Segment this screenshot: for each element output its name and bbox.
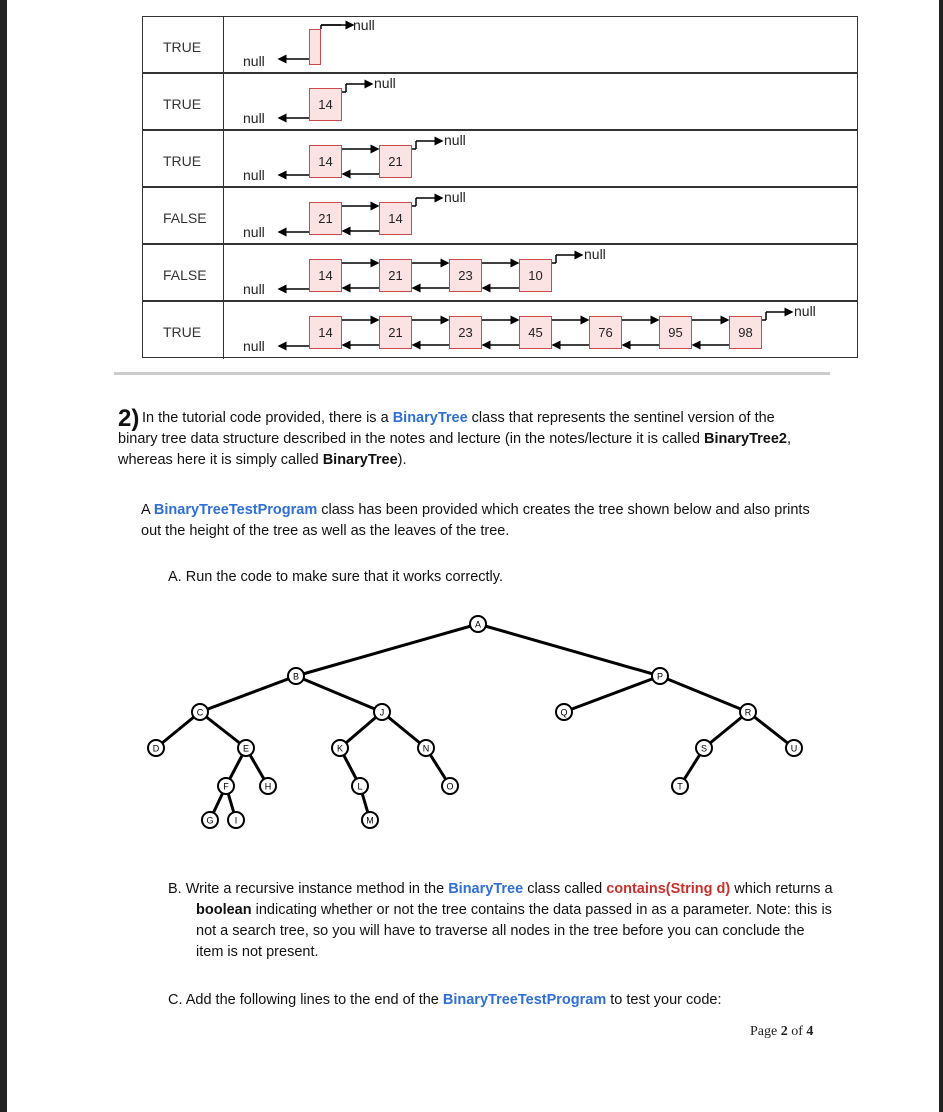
part-a: A. Run the code to make sure that it works correctly. bbox=[168, 569, 503, 585]
page-current: 2 bbox=[780, 1024, 788, 1039]
list-node: 21 bbox=[379, 259, 412, 292]
partb-text-d: indicating whether or not the tree contains the data passed in as a parameter. Note: this is not a search tree, so you will have to traverse all nodes in the tree before you can conclude the item is not present. bbox=[196, 902, 832, 960]
svg-text:J: J bbox=[379, 707, 385, 718]
list-node: 14 bbox=[379, 202, 412, 235]
svg-text:R: R bbox=[744, 707, 752, 718]
list-node: 14 bbox=[309, 88, 342, 121]
class-name-binarytree2: BinaryTree2 bbox=[703, 431, 787, 447]
result-label: FALSE bbox=[163, 210, 207, 226]
left-edge bbox=[0, 0, 7, 1112]
tree-edge bbox=[296, 676, 382, 712]
null-label-right: null bbox=[353, 17, 375, 33]
pointer-arrows bbox=[143, 74, 857, 131]
tree-node bbox=[352, 778, 368, 794]
list-node: 14 bbox=[309, 145, 342, 178]
tree-edge bbox=[660, 676, 748, 712]
null-label-left: null bbox=[243, 167, 265, 183]
null-label-right: null bbox=[444, 189, 466, 205]
svg-text:B: B bbox=[292, 671, 300, 682]
result-label: TRUE bbox=[163, 96, 202, 112]
svg-text:I: I bbox=[234, 815, 238, 826]
tree-node bbox=[470, 616, 486, 632]
list-node: 95 bbox=[659, 316, 692, 349]
list-node: 14 bbox=[309, 316, 342, 349]
intro-text-c: , whereas here it is simply called bbox=[118, 431, 792, 468]
tree-node bbox=[148, 740, 164, 756]
tree-edge bbox=[296, 624, 478, 676]
partb-text-a: B. Write a recursive instance method in the bbox=[168, 881, 449, 897]
para2-text-a: A bbox=[141, 502, 154, 518]
tree-node bbox=[218, 778, 234, 794]
svg-text:C: C bbox=[196, 707, 204, 718]
tree-node bbox=[260, 778, 276, 794]
svg-text:S: S bbox=[700, 743, 708, 754]
class-name-binarytree: BinaryTree bbox=[392, 410, 468, 426]
para2-text-b: class has been provided which creates the tree shown below and also prints out the height of the tree as well as the leaves of the tree. bbox=[141, 502, 810, 539]
intro-text-d: ). bbox=[397, 452, 407, 468]
list-node: 23 bbox=[449, 259, 482, 292]
svg-text:P: P bbox=[656, 671, 664, 682]
null-label-left: null bbox=[243, 281, 265, 297]
null-label-right: null bbox=[584, 246, 606, 262]
svg-text:A: A bbox=[474, 619, 482, 630]
list-node: 21 bbox=[309, 202, 342, 235]
tree-node bbox=[332, 740, 348, 756]
table-row bbox=[143, 74, 857, 131]
part-c bbox=[168, 990, 838, 1011]
section-divider bbox=[114, 372, 830, 375]
null-label-right: null bbox=[444, 132, 466, 148]
result-label: FALSE bbox=[163, 267, 207, 283]
list-node: 98 bbox=[729, 316, 762, 349]
pointer-arrows bbox=[143, 131, 857, 188]
page-mid: of bbox=[787, 1024, 807, 1039]
right-edge bbox=[939, 0, 943, 1112]
svg-text:D: D bbox=[152, 743, 160, 754]
linked-list-table bbox=[142, 16, 858, 358]
null-label-left: null bbox=[243, 110, 265, 126]
tree-node bbox=[442, 778, 458, 794]
pointer-arrows bbox=[143, 17, 857, 74]
table-row bbox=[143, 17, 857, 74]
page-prefix: Page bbox=[750, 1024, 781, 1039]
svg-text:Q: Q bbox=[560, 707, 568, 718]
svg-text:K: K bbox=[336, 743, 344, 754]
question-2-intro bbox=[118, 405, 818, 471]
table-row bbox=[143, 245, 857, 302]
tree-node bbox=[288, 668, 304, 684]
table-row bbox=[143, 302, 857, 359]
tree-node bbox=[228, 812, 244, 828]
question-number: 2) bbox=[118, 405, 140, 432]
partb-class-name: BinaryTree bbox=[448, 881, 524, 897]
null-label-right: null bbox=[374, 75, 396, 91]
list-node: 45 bbox=[519, 316, 552, 349]
intro-text-b: class that represents the sentinel version of the binary tree data structure described in the notes and lecture (in the notes/lecture it is called bbox=[118, 410, 775, 447]
list-node: 23 bbox=[449, 316, 482, 349]
null-label-left: null bbox=[243, 224, 265, 240]
partb-text-c: which returns a bbox=[730, 881, 833, 897]
list-node: 14 bbox=[309, 259, 342, 292]
svg-text:G: G bbox=[206, 815, 214, 826]
svg-text:L: L bbox=[357, 781, 363, 792]
boolean-keyword: boolean bbox=[196, 902, 252, 918]
intro-text-a: In the tutorial code provided, there is a bbox=[142, 410, 393, 426]
binary-tree-diagram bbox=[130, 600, 830, 840]
svg-text:U: U bbox=[790, 743, 798, 754]
tree-node bbox=[740, 704, 756, 720]
tree-node bbox=[202, 812, 218, 828]
test-program-paragraph bbox=[141, 500, 821, 542]
list-node: 21 bbox=[379, 316, 412, 349]
table-row bbox=[143, 188, 857, 245]
pointer-arrows bbox=[143, 245, 857, 302]
tree-edge bbox=[564, 676, 660, 712]
partc-text-a: C. Add the following lines to the end of the bbox=[168, 992, 443, 1008]
tree-node bbox=[652, 668, 668, 684]
list-node: 21 bbox=[379, 145, 412, 178]
svg-text:H: H bbox=[264, 781, 272, 792]
svg-text:N: N bbox=[422, 743, 430, 754]
list-node: 76 bbox=[589, 316, 622, 349]
svg-text:O: O bbox=[446, 781, 454, 792]
svg-text:T: T bbox=[677, 781, 683, 792]
tree-node bbox=[238, 740, 254, 756]
tree-node bbox=[418, 740, 434, 756]
table-row bbox=[143, 131, 857, 188]
tree-node bbox=[696, 740, 712, 756]
svg-text:F: F bbox=[223, 781, 229, 792]
pointer-arrows bbox=[143, 302, 857, 359]
class-name-binarytree-bold: BinaryTree bbox=[322, 452, 398, 468]
partb-text-b: class called bbox=[523, 881, 607, 897]
tree-node bbox=[786, 740, 802, 756]
list-node: 10 bbox=[519, 259, 552, 292]
tree-node bbox=[374, 704, 390, 720]
pointer-arrows bbox=[143, 188, 857, 245]
tree-node bbox=[192, 704, 208, 720]
contains-method-name: contains(String d) bbox=[606, 881, 731, 897]
tree-node bbox=[556, 704, 572, 720]
part-b bbox=[168, 879, 833, 963]
tree-edge bbox=[478, 624, 660, 676]
tree-edge bbox=[200, 676, 296, 712]
null-label-right: null bbox=[794, 303, 816, 319]
svg-text:M: M bbox=[366, 815, 374, 826]
page-number bbox=[750, 1024, 813, 1040]
tree-node bbox=[672, 778, 688, 794]
null-label-left: null bbox=[243, 338, 265, 354]
result-label: TRUE bbox=[163, 324, 202, 340]
partc-class-name: BinaryTreeTestProgram bbox=[442, 992, 607, 1008]
null-label-left: null bbox=[243, 53, 265, 69]
result-label: TRUE bbox=[163, 153, 202, 169]
class-name-test-program: BinaryTreeTestProgram bbox=[153, 502, 318, 518]
result-label: TRUE bbox=[163, 39, 202, 55]
tree-node bbox=[362, 812, 378, 828]
page-total: 4 bbox=[806, 1024, 814, 1039]
svg-text:E: E bbox=[242, 743, 250, 754]
partc-text-b: to test your code: bbox=[606, 992, 722, 1008]
